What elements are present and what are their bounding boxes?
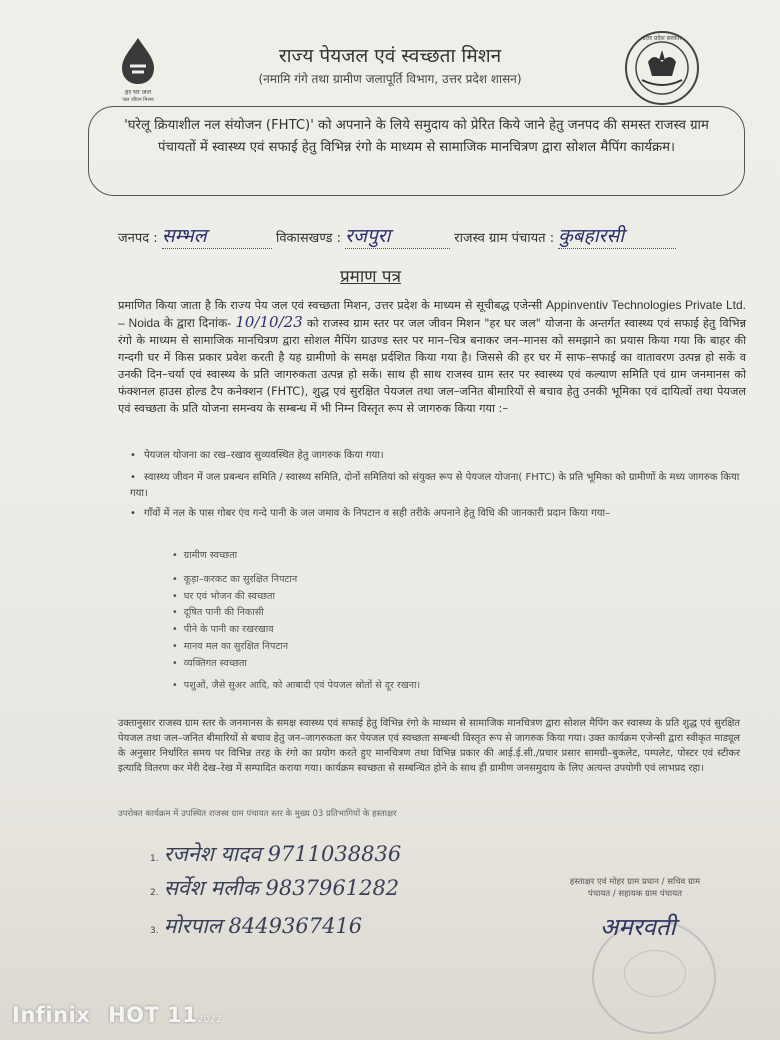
district-label: जनपद : [118,231,158,246]
svg-text:हर घर जल: हर घर जल [125,88,151,96]
watermark-model: HOT 11 [108,1003,198,1027]
har-ghar-jal-logo [108,34,168,104]
pradhan-signature: अमरवती [600,913,676,941]
attendee-signature-1: रजनेश यादव 9711038836 [163,842,402,866]
district-field [162,222,272,249]
location-fields [118,222,676,249]
program-date: 10/10/23 [235,313,303,331]
certificate-paragraph-2: उक्तानुसार राजस्व ग्राम स्तर के जनमानस के समक्ष स्वास्थ्य एवं सफाई हेतु विभिन्न रंगो के माध्यम से सामाजिक मानचित्रण द्वारा सोशल मैपिंग कर स्वास्थ्य के प्रति शुद्ध एवं सुरक्षित पेयजल तथा जल–जनित बीमारियों से बचाव हेतु जन–जागरुकता कर पेयजल एवं स्वच्छता सम्बन्धी विस्तृत रूप से जागरुक किया गया। उक्त कार्यक्रम एजेन्सी द्वारा स्वीकृत माड्यूल के अनुसार निर्धारित समय पर विभिन्न तरह के रंगो का प्रयोग करते हुए मानचित्रण तथा विभिन्न प्रकार की आई.ई.सी./प्रचार प्रसार सामग्री–बुकलेट, पम्पलेट, पोस्टर एवं स्टीकर इत्यादि वितरण कर मेरी देख–रेख में सम्पादित कराया गया। कार्यक्रम स्वच्छता से सम्बन्धित होने के साथ ही ग्रामीण जनसमुदाय के लिए अत्यन्त उपयोगी एवं लाभप्रद रहा। [118,718,740,774]
signature-row-1: 1. रजनेश यादव 9711038836 [150,842,402,866]
svg-text:उत्तर प्रदेश सरकार: उत्तर प्रदेश सरकार [642,35,682,42]
list-item: • पीने के पानी का रखरखाव [172,624,274,635]
watermark-brand: Infinix [12,1003,91,1027]
list-item: • पशुओं, जैसे सुअर आदि, को आबादी एवं पेयजल स्रोतों से दूर रखना। [172,680,421,691]
attendee-signature-2: सर्वेश मलीक 9837961282 [163,876,400,900]
para1-body: जीवन मिशन "हर घर जल" योजना के अन्तर्गत स्वास्थ्य एवं सफाई हेतु विभिन्न रंगो के माध्यम से सामाजिक मानचित्रण द्वारा सोशल मैपिंग ग्राउण्ड स्तर पर मान–चित्र बनाकर जन–मानस को समझाने का प्रयास किया गया कि बाहर की गन्दगी घर में किस प्रकार प्रवेश करती है यह ग्रामीणो के समक्ष प्रर्दशित किया गया है। जिससे की हर घर में साफ–सफाई का वातावरण उत्पन्न हो सकें व उनकी दिन–चर्या एवं स्वास्थ्य के प्रति जागरुकता उत्पन्न हो सकें। साथ ही साथ राजस्व ग्राम स्तर पर स्वास्थ्य एवं कल्याण समिति एवं ग्राम जनमानस को फंक्शनल हाउस होल्ड टैप कनेक्शन (FHTC), शुद्ध एवं सुरक्षित पेयजल तथा जल–जनित बीमारियों से बचाव हेतु उनकी भूमिका एवं दायित्वों तथा पेयजल एवं स्वच्छता के प्रति योजना समन्वय के सम्बन्ध में भी निम्न विस्तृत रूप से जागरुक किया गया :– [118,317,747,415]
attendee-signature-3: मोरपाल 8449367416 [163,914,363,938]
program-box [88,106,745,196]
list-item: • ग्रामीण स्वच्छता [172,550,238,561]
gram-panchayat-field [558,222,676,249]
gram-panchayat-label: राजस्व ग्राम पंचायत : [454,231,555,246]
list-item: • व्यक्तिगत स्वच्छता [172,658,247,669]
agency-name: Appinventiv Technologies Private Ltd. – Noida के द्वारा दिनांक- [118,298,746,330]
block-label: विकासखण्ड : [275,231,341,246]
list-item: • घर एवं भोजन की स्वच्छता [172,591,275,602]
uttar-pradesh-emblem [612,28,712,106]
signature-row-3: 3. मोरपाल 8449367416 [150,914,363,938]
bullet-item: • गाँवों में नल के पास गोबर एंव गन्दे पानी के जल जमाव के निपटान व सही तरीके अपनाने हेतु विधि की जानकारी प्रदान किया गया– [130,508,611,519]
list-item: • कूड़ा–करकट का सुरक्षित निपटान [172,574,298,585]
water-drop-icon [108,34,168,104]
mission-subtitle: (नमामि गंगे तथा ग्रामीण जलापूर्ति विभाग, उत्तर प्रदेश शासन) [258,72,522,86]
watermark-year: 2022 [197,1015,223,1025]
certificate-paragraph-1 [118,297,746,417]
signature-stamp-caption: हस्ताक्षर एवं मोहर ग्राम प्रधान / सचिव ग्राम पंचायत / सहायक ग्राम पंचायत [569,877,701,899]
bullet-item: • स्वास्थ्य जीवन में जल प्रबन्धन समिति / स्वास्थ्य समिति, दोनों समितियां को संयुक्त रूप से पेयजल योजना( FHTC) के प्रति भूमिका को ग्रामीणों के मध्य जागरुक किया गया। [130,472,740,499]
certificate-heading: प्रमाण पत्र [340,267,401,287]
district-value: सम्भल [161,225,207,247]
signature-row-2: 2. सर्वेश मलीक 9837961282 [150,876,400,900]
list-item: • दूषित पानी की निकासी [172,607,264,618]
mission-title: राज्य पेयजल एवं स्वच्छता मिशन [278,45,502,67]
list-item: • मानव मल का सुरक्षित निपटान [172,641,289,652]
official-seal-inner [624,950,686,997]
gram-panchayat-value: कुबहारसी [558,225,625,247]
block-value: रजपुरा [345,225,391,247]
block-field [345,222,450,249]
program-description: 'घरेलू क्रियाशील नल संयोजन (FHTC)' को अपनाने के लिये समुदाय को प्रेरित किये जाने हेतु जनपद की समस्त राजस्व ग्राम पंचायतों में स्वास्थ्य एवं सफाई हेतु विभिन्न रंगो के माध्यम से सामाजिक मानचित्रण द्वारा सोशल मैपिंग कार्यक्रम। [124,118,709,155]
svg-text:जल जीवन मिशन: जल जीवन मिशन [122,97,154,103]
bullet-item: • पेयजल योजना का रख–रखाव सुव्यवस्थित हेतु जागरुक किया गया। [130,450,384,461]
state-emblem-icon [612,28,712,106]
para1-continuation: को राजस्व ग्राम स्तर पर जल [306,317,425,330]
attendees-intro: उपरोक्त कार्यक्रम में उपस्थित राजस्व ग्राम पंचायत स्तर के मुख्य 03 प्रतिभागियों के हस्ताक्षर [118,809,397,819]
camera-watermark [12,1003,222,1027]
para1-intro: प्रमाणित किया जाता है कि राज्य पेय जल एवं स्वच्छता मिशन, उत्तर प्रदेश के माध्यम से सूचीबद्ध एजेन्सी [118,299,543,312]
